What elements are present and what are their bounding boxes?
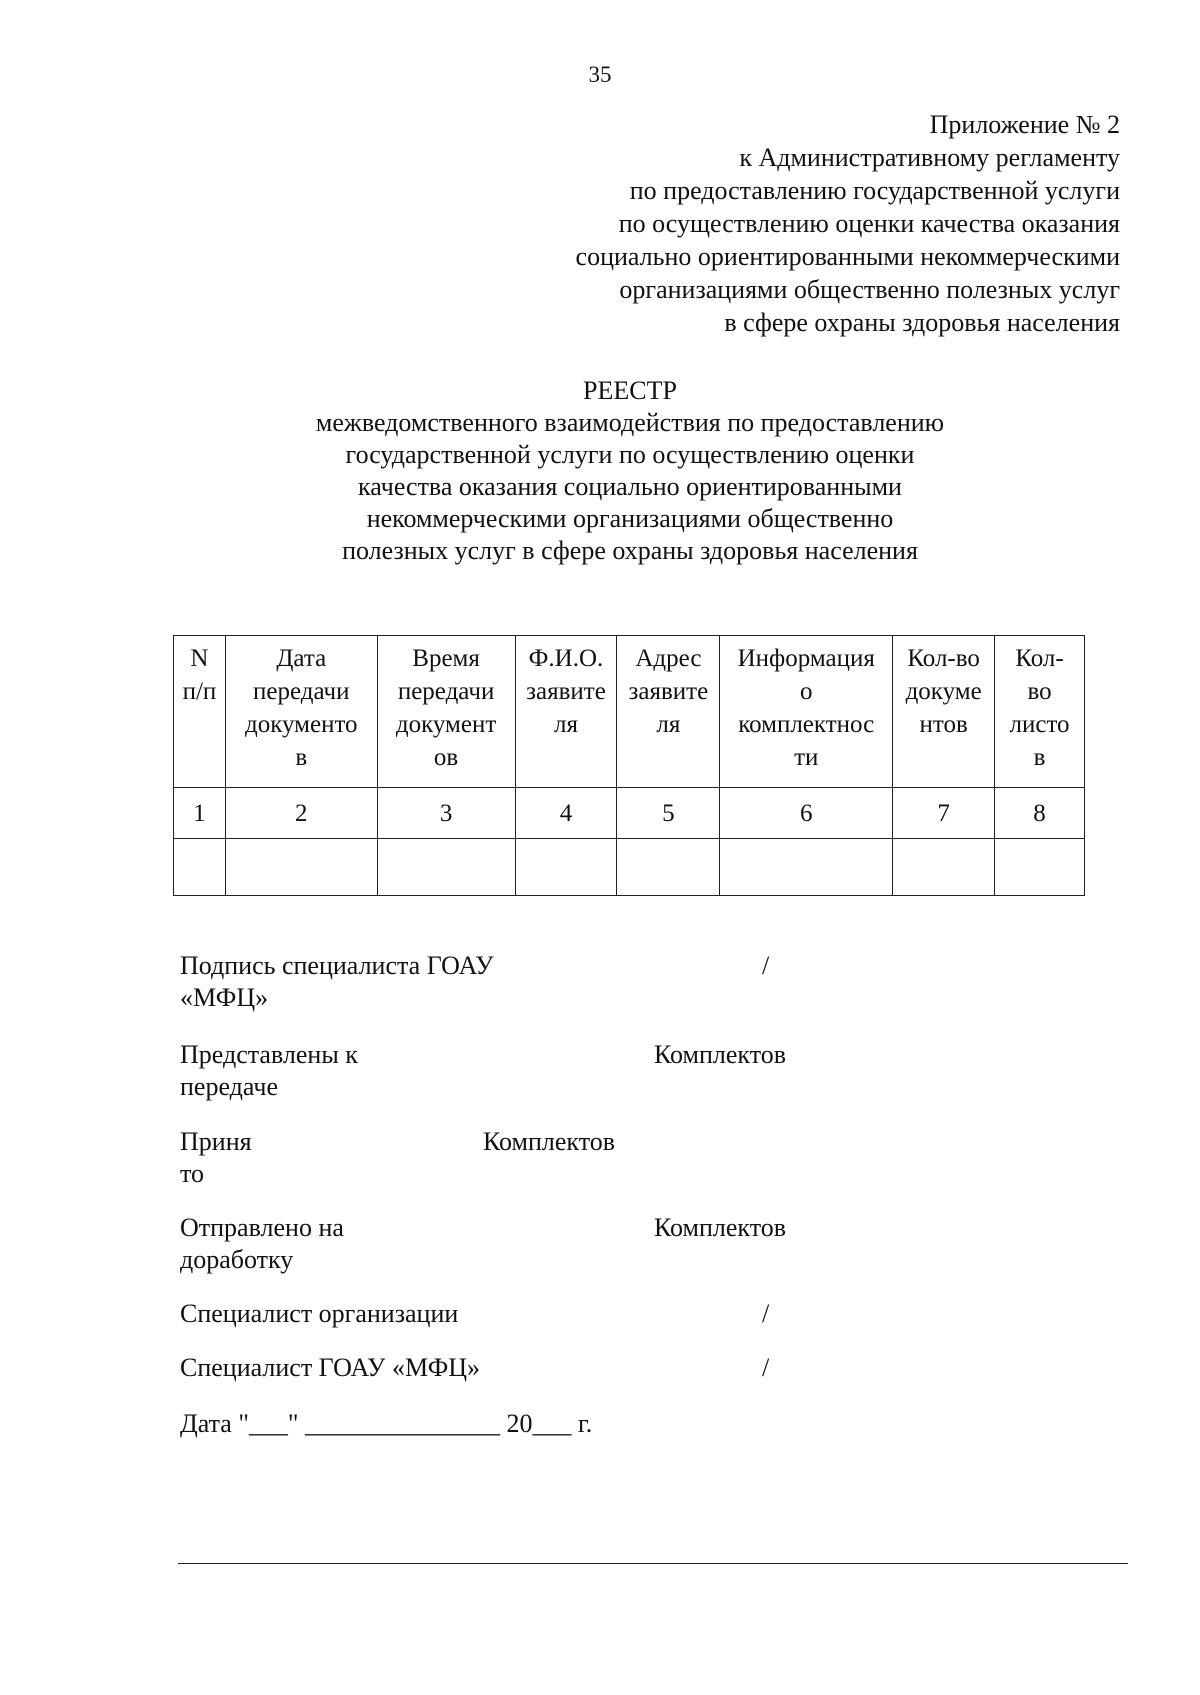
appendix-line: в сфере охраны здоровья населения [724, 308, 1120, 337]
header-text: п/п [182, 678, 217, 705]
signature-label-line: «МФЦ» [180, 983, 269, 1012]
footer-divider [178, 1563, 1128, 1564]
sent-back-label-line: доработку [180, 1245, 294, 1274]
header-cell-transfer-time [377, 636, 515, 788]
header-text: Ф.И.О. [528, 645, 604, 672]
header-cell-number [174, 636, 226, 788]
empty-cell[interactable] [617, 839, 720, 896]
presented-label-line: передаче [180, 1072, 278, 1101]
accepted-label-line: то [180, 1159, 205, 1188]
header-text: передачи [397, 678, 495, 705]
appendix-header [576, 108, 1120, 339]
signature-label [180, 950, 494, 1014]
header-text: Кол-во [907, 645, 980, 672]
title-line: полезных услуг в сфере охраны здоровья населения [342, 536, 918, 565]
header-text: документо [244, 711, 358, 738]
column-number-cell: 5 [617, 788, 720, 839]
appendix-line: социально ориентированными некоммерческими [575, 242, 1120, 271]
title-line: качества оказания социально ориентированными [358, 472, 902, 501]
header-text: комплектнос [738, 711, 875, 738]
accepted-label [180, 1126, 252, 1190]
header-text: о [800, 678, 813, 705]
header-text: Адрес [635, 645, 702, 672]
column-number-cell: 8 [995, 788, 1085, 839]
table-header-row [174, 636, 1085, 788]
header-cell-documents-count [893, 636, 995, 788]
header-text: ов [433, 744, 459, 771]
sent-back-sets-label: Комплектов [654, 1213, 787, 1242]
appendix-line: по предоставлению государственной услуги [629, 176, 1120, 205]
header-text: ля [553, 711, 578, 738]
presented-label [180, 1039, 358, 1103]
header-text: Дата [276, 645, 327, 672]
title-line: некоммерческими организациями общественно [366, 504, 894, 533]
header-text: ти [794, 744, 819, 771]
registry-table [173, 635, 1085, 896]
header-cell-transfer-date [225, 636, 377, 788]
empty-cell[interactable] [377, 839, 515, 896]
empty-cell[interactable] [995, 839, 1085, 896]
appendix-line: к Административному регламенту [739, 143, 1120, 172]
date-line: Дата "___" _______________ 20___ г. [180, 1409, 593, 1438]
column-number-cell: 3 [377, 788, 515, 839]
column-number-cell: 2 [225, 788, 377, 839]
presented-label-line: Представлены к [180, 1040, 358, 1069]
header-cell-sheets-count [995, 636, 1085, 788]
header-text: докуме [905, 678, 982, 705]
org-specialist-slash: / [762, 1299, 770, 1328]
accepted-sets-label: Комплектов [483, 1127, 616, 1156]
title-line: государственной услуги по осуществлению оценки [345, 440, 915, 469]
column-number-cell: 6 [720, 788, 893, 839]
empty-cell[interactable] [515, 839, 617, 896]
page-number: 35 [588, 62, 612, 87]
org-specialist-label: Специалист организации [180, 1299, 459, 1328]
column-number-cell: 4 [515, 788, 617, 839]
header-text: ля [656, 711, 681, 738]
header-text: Кол- [1015, 645, 1064, 672]
empty-cell[interactable] [174, 839, 226, 896]
header-cell-applicant-name [515, 636, 617, 788]
header-text: заявите [628, 678, 709, 705]
header-cell-completeness-info [720, 636, 893, 788]
header-text: во [1027, 678, 1052, 705]
presented-sets-label: Комплектов [654, 1040, 787, 1069]
appendix-line: Приложение № 2 [929, 110, 1120, 139]
empty-cell[interactable] [893, 839, 995, 896]
header-text: передачи [253, 678, 350, 705]
appendix-line: по осуществлению оценки качества оказания [618, 209, 1120, 238]
header-text: Время [412, 645, 480, 672]
signature-slash: / [762, 951, 770, 980]
appendix-line: организациями общественно полезных услуг [619, 275, 1120, 304]
accepted-label-line: Приня [180, 1127, 252, 1156]
registry-title: РЕЕСТР [583, 376, 677, 405]
header-text: нтов [919, 711, 968, 738]
column-number-cell: 1 [174, 788, 226, 839]
header-text: в [295, 744, 308, 771]
header-text: листо [1009, 711, 1070, 738]
header-text: Информация [737, 645, 875, 672]
mfc-specialist-label: Специалист ГОАУ «МФЦ» [180, 1353, 481, 1382]
empty-cell[interactable] [225, 839, 377, 896]
sent-back-label [180, 1212, 344, 1276]
empty-data-row [174, 839, 1085, 896]
header-text: документ [395, 711, 497, 738]
signature-label-line: Подпись специалиста ГОАУ [180, 951, 494, 980]
title-line: межведомственного взаимодействия по предоставлению [315, 408, 945, 437]
column-number-cell: 7 [893, 788, 995, 839]
mfc-specialist-slash: / [762, 1353, 770, 1382]
header-text: заявите [526, 678, 606, 705]
sent-back-label-line: Отправлено на [180, 1213, 344, 1242]
column-number-row [174, 788, 1085, 839]
header-text: N [190, 645, 209, 672]
header-text: в [1033, 744, 1046, 771]
document-title [225, 375, 1035, 567]
empty-cell[interactable] [720, 839, 893, 896]
header-cell-applicant-address [617, 636, 720, 788]
